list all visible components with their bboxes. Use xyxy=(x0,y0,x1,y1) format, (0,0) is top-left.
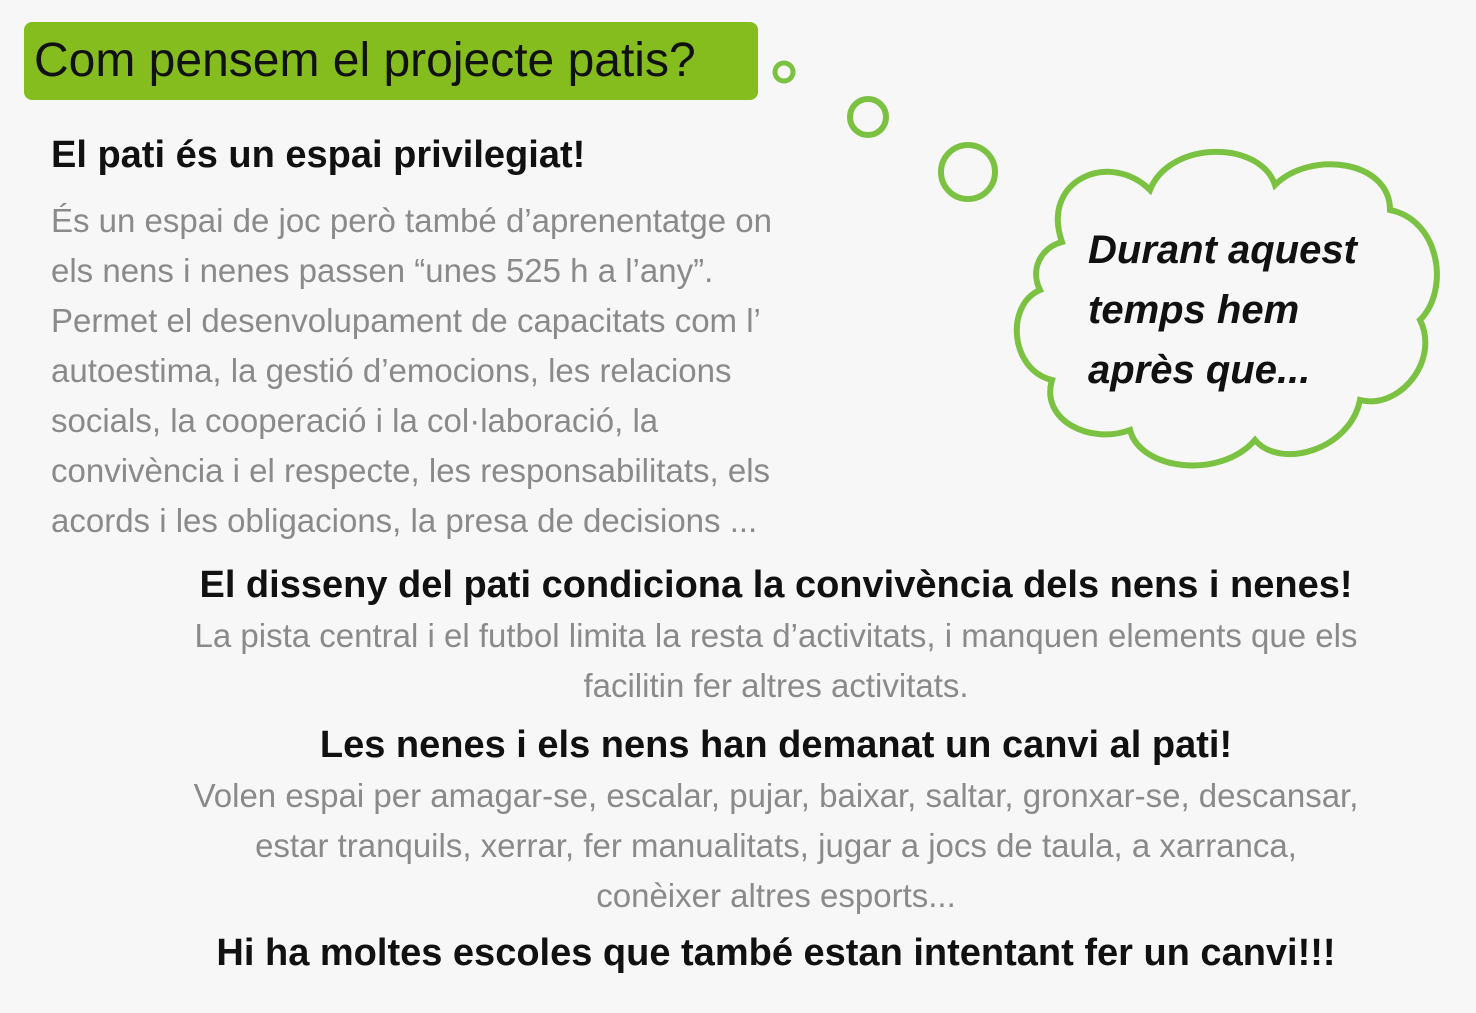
body-line: La pista central i el futbol limita la resta d’activitats, i manquen elements que els xyxy=(194,617,1358,654)
body-line: conèixer altres esports... xyxy=(596,877,956,914)
thought-dot-small xyxy=(775,63,793,81)
body-line: convivència i el respecte, les responsabilitats, els xyxy=(51,452,771,489)
thought-cloud-text xyxy=(1088,220,1418,400)
cloud-line: après que... xyxy=(1088,348,1311,392)
body-line: acords i les obligacions, la presa de decisions ... xyxy=(51,502,758,539)
section-body-privileged-space xyxy=(51,196,891,546)
body-line: facilitin fer altres activitats. xyxy=(583,667,969,704)
body-line: Permet el desenvolupament de capacitats com l’ xyxy=(51,302,761,339)
section-heading-design: El disseny del pati condiciona la convivència dels nens i nenes! xyxy=(199,564,1353,606)
body-line: socials, la cooperació i la col·laboració, la xyxy=(51,402,659,439)
section-heading-request: Les nenes i els nens han demanat un canvi al pati! xyxy=(319,724,1233,766)
cloud-line: Durant aquest xyxy=(1088,228,1357,272)
section-request xyxy=(96,724,1456,921)
section-design xyxy=(96,564,1456,711)
body-line: els nens i nenes passen “unes 525 h a l’any”. xyxy=(51,252,714,289)
body-line: autoestima, la gestió d’emocions, les relacions xyxy=(51,352,732,389)
body-line: És un espai de joc però també d’aprenentatge on xyxy=(51,202,773,239)
thought-dot-large xyxy=(941,145,995,199)
section-heading-privileged-space: El pati és un espai privilegiat! xyxy=(51,134,586,176)
body-line: Volen espai per amagar-se, escalar, pujar, baixar, saltar, gronxar-se, descansar, xyxy=(193,777,1359,814)
section-other-schools xyxy=(96,932,1456,975)
thought-dot-medium xyxy=(850,99,886,135)
body-line: estar tranquils, xerrar, fer manualitats, jugar a jocs de taula, a xarranca, xyxy=(255,827,1297,864)
section-heading-other-schools: Hi ha moltes escoles que també estan intentant fer un canvi!!! xyxy=(216,932,1336,974)
page-title: Com pensem el projecte patis? xyxy=(34,34,696,87)
section-body-design xyxy=(96,611,1456,711)
section-body-request xyxy=(96,771,1456,921)
cloud-line: temps hem xyxy=(1088,288,1300,332)
